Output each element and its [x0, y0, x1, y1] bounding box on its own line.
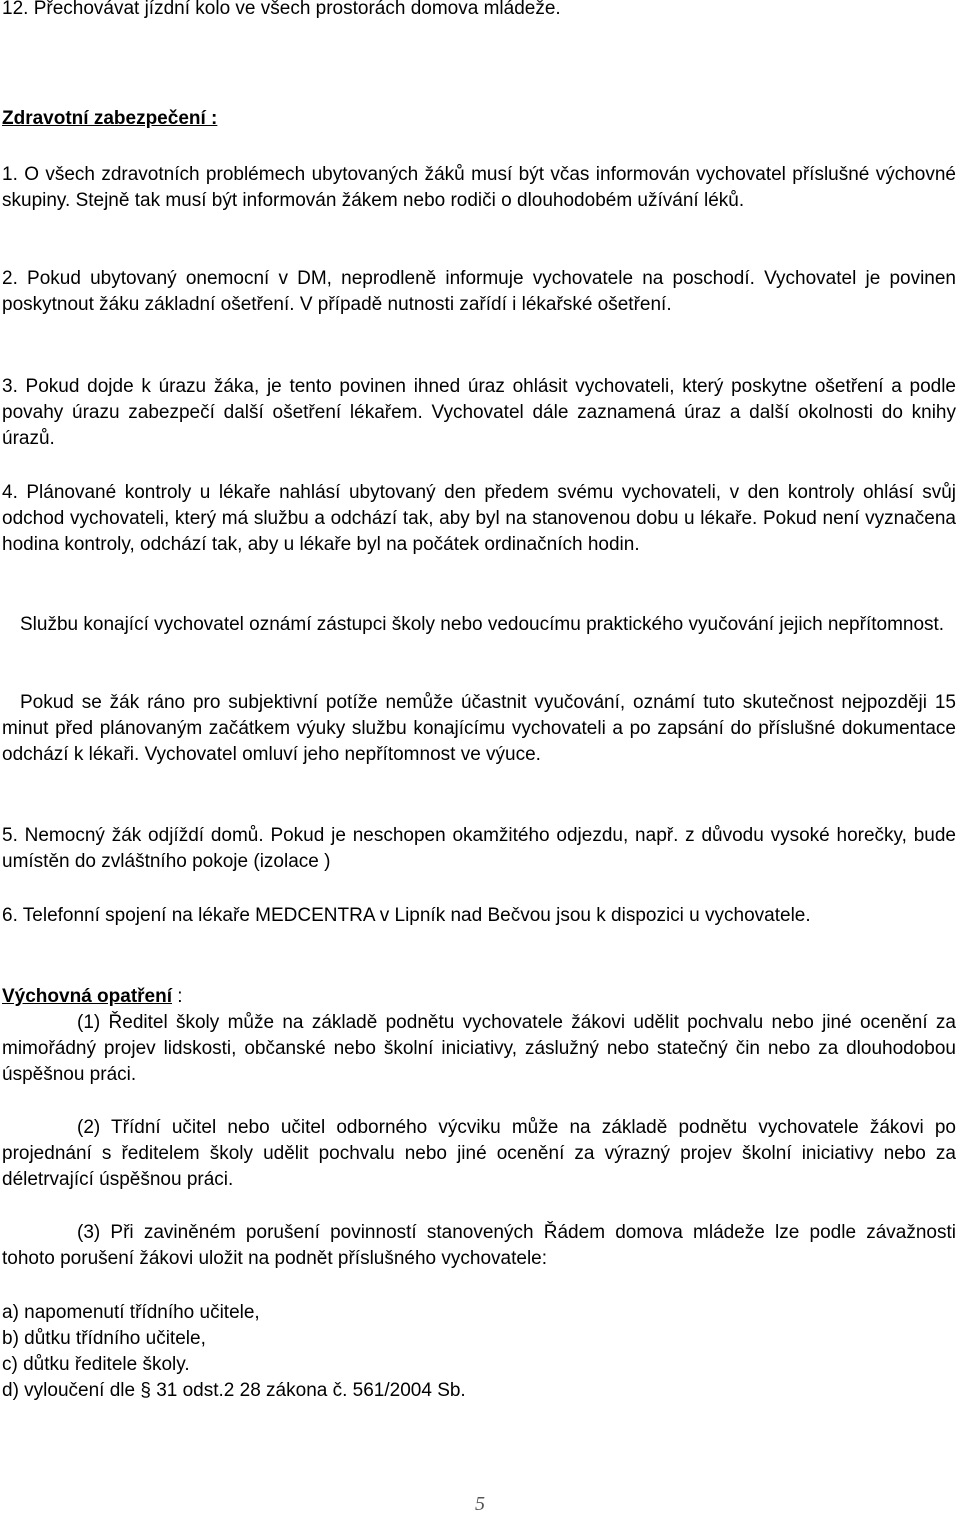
- measures-list: [2, 1300, 956, 1404]
- list-item: c) důtku ředitele školy.: [2, 1354, 190, 1375]
- list-item: a) napomenutí třídního učitele,: [2, 1302, 260, 1323]
- page-number: 5: [475, 1493, 485, 1515]
- health-section-heading: Zdravotní zabezpečení :: [2, 108, 218, 129]
- health-paragraph-6: 6. Telefonní spojení na lékaře MEDCENTRA v Lipník nad Bečvou jsou k dispozici u vychovatele.: [2, 905, 811, 926]
- measures-heading-label: Výchovná opatření: [2, 986, 172, 1007]
- health-paragraph-4: 4. Plánované kontroly u lékaře nahlásí ubytovaný den předem svému vychovateli, v den kontroly ohlásí svůj odchod vychovateli, který má službu a odchází tak, aby byl na stanovenou dobu u lékaře. Pokud není vyznačena hodina kontroly, odchází tak, aby u lékaře byl na počátek ordinačních hodin.: [2, 482, 956, 555]
- health-paragraph-4c: Pokud se žák ráno pro subjektivní potíže nemůže účastnit vyučování, oznámí tuto skutečnost nejpozději 15 minut před plánovaným začátkem výuky službu konajícímu vychovateli a po zapsání do příslušné dokumentace odchází k lékaři. Vychovatel omluví jeho nepřítomnost ve výuce.: [2, 692, 956, 765]
- list-item: b) důtku třídního učitele,: [2, 1328, 206, 1349]
- list-item: d) vyloučení dle § 31 odst.2 28 zákona č. 561/2004 Sb.: [2, 1380, 466, 1401]
- health-paragraph-2: 2. Pokud ubytovaný onemocní v DM, neprodleně informuje vychovatele na poschodí. Vychovatel je povinen poskytnout žáku základní ošetření. V případě nutnosti zařídí i lékařské ošetření.: [2, 268, 956, 315]
- health-paragraph-1: 1. O všech zdravotních problémech ubytovaných žáků musí být včas informován vychovatel příslušné výchovné skupiny. Stejně tak musí být informován žákem nebo rodiči o dlouhodobém užívání léků.: [2, 164, 956, 211]
- health-paragraph-4b: Službu konající vychovatel oznámí zástupci školy nebo vedoucímu praktického vyučování jejich nepřítomnost.: [20, 614, 945, 635]
- rule-12-text: 12. Přechovávat jízdní kolo ve všech prostorách domova mládeže.: [2, 0, 561, 19]
- measures-heading-colon: :: [172, 986, 183, 1007]
- health-paragraph-3: 3. Pokud dojde k úrazu žáka, je tento povinen ihned úraz ohlásit vychovateli, který poskytne ošetření a podle povahy úrazu zabezpečí další ošetření lékařem. Vychovatel dále zaznamená úraz a další okolnosti do knihy úrazů.: [2, 376, 956, 449]
- measures-paragraph-3: (3) Při zaviněném porušení povinností stanovených Řádem domova mládeže lze podle závažnosti tohoto porušení žákovi uložit na podnět příslušného vychovatele:: [2, 1222, 956, 1269]
- measures-paragraph-1: (1) Ředitel školy může na základě podnětu vychovatele žákovi udělit pochvalu nebo jiné ocenění za mimořádný projev lidskosti, občanské nebo školní iniciativy, záslužný nebo statečný čin nebo za dlouhodobou úspěšnou práci.: [2, 1012, 956, 1085]
- measures-paragraph-2: (2) Třídní učitel nebo učitel odborného výcviku může na základě podnětu vychovatele žákovi po projednání s ředitelem školy udělit pochvalu nebo jiné ocenění za výrazný projev školní iniciativy nebo za déletrvající úspěšnou práci.: [2, 1117, 956, 1190]
- health-paragraph-5: 5. Nemocný žák odjíždí domů. Pokud je neschopen okamžitého odjezdu, např. z důvodu vysoké horečky, bude umístěn do zvláštního pokoje (izolace ): [2, 825, 956, 872]
- measures-section-heading: [2, 984, 183, 1010]
